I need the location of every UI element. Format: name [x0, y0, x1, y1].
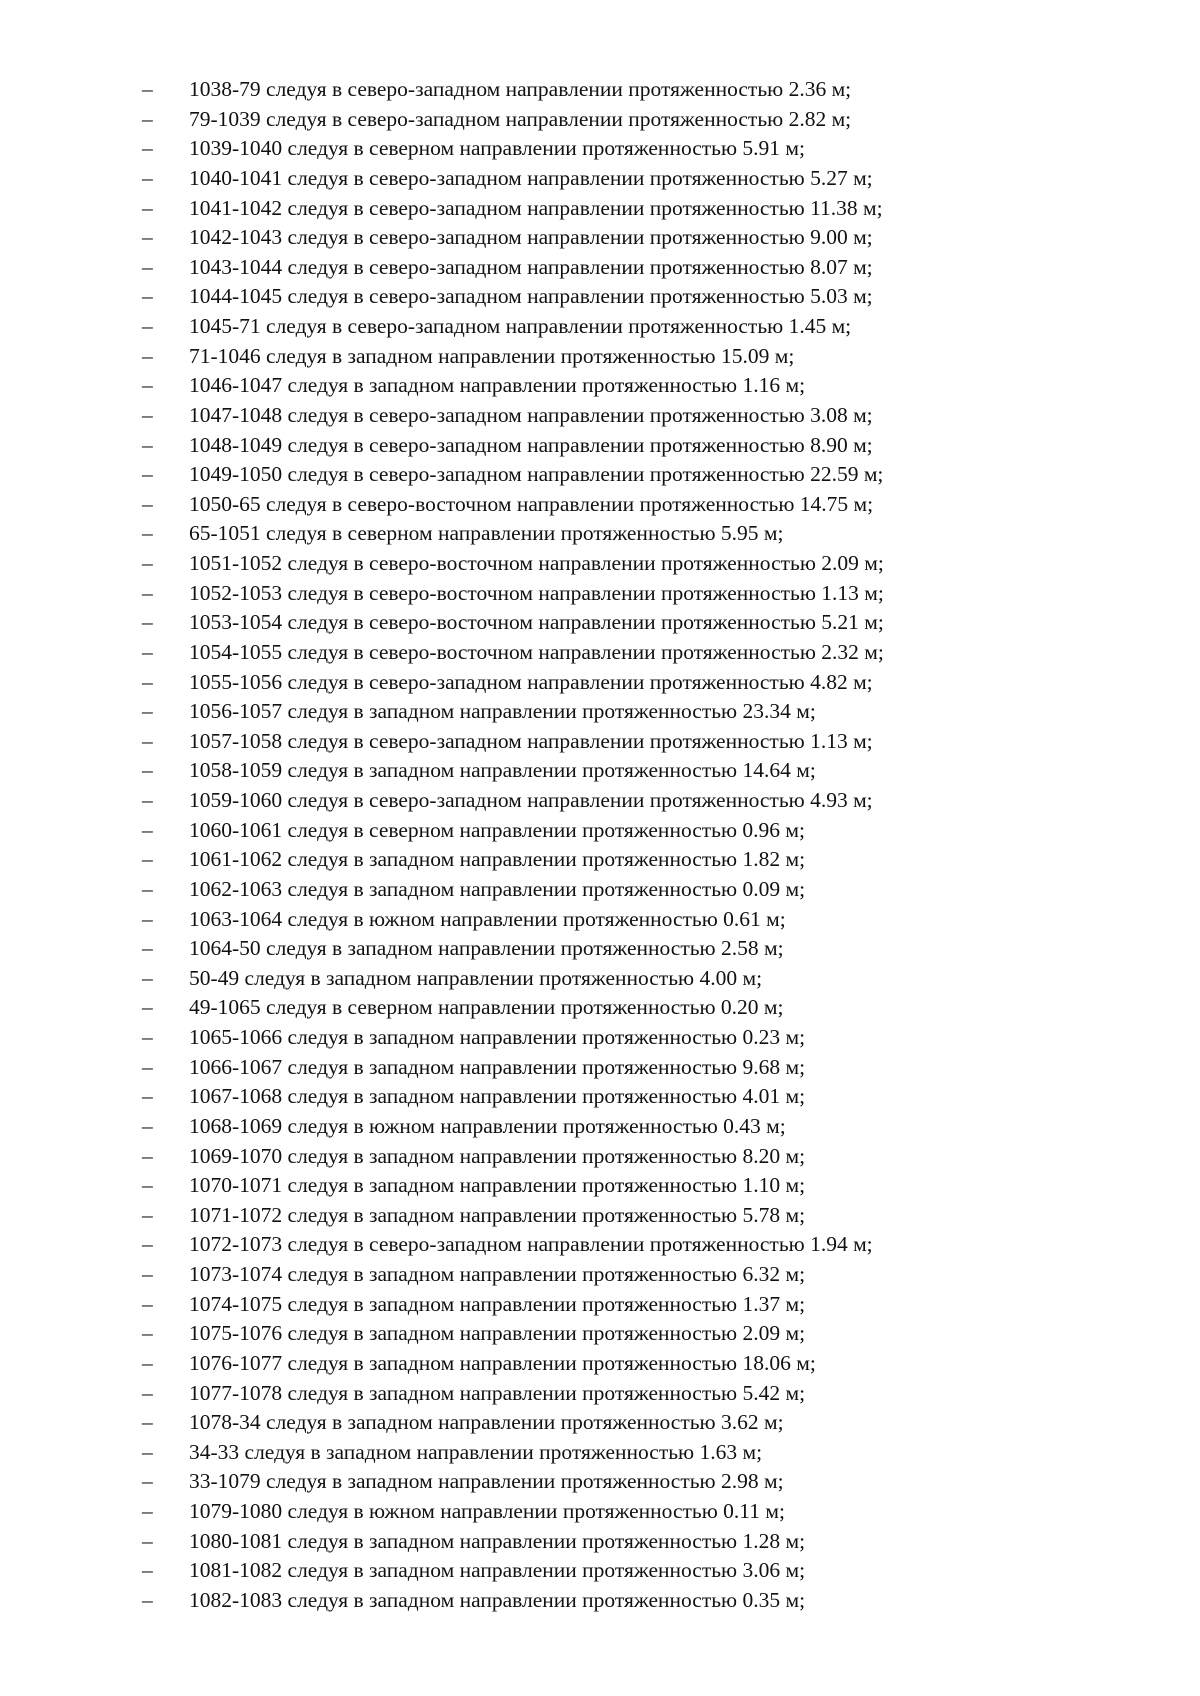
list-bullet: – — [142, 1291, 153, 1316]
segment-description: 79-1039 следуя в северо-западном направлении протяженностью 2.82 м; — [189, 106, 852, 131]
list-bullet: – — [142, 432, 153, 457]
segment-description: 1063-1064 следуя в южном направлении протяженностью 0.61 м; — [189, 906, 786, 931]
list-bullet: – — [142, 669, 153, 694]
segment-description: 34-33 следуя в западном направлении протяженностью 1.63 м; — [189, 1439, 763, 1464]
list-bullet: – — [142, 284, 153, 309]
list-item — [0, 1053, 1200, 1083]
segment-description: 1055-1056 следуя в северо-западном направлении протяженностью 4.82 м; — [189, 669, 873, 694]
list-bullet: – — [142, 1321, 153, 1346]
segment-description: 1049-1050 следуя в северо-западном направлении протяженностью 22.59 м; — [189, 462, 884, 487]
segment-description: 1065-1066 следуя в западном направлении протяженностью 0.23 м; — [189, 1025, 806, 1049]
list-bullet: – — [142, 1499, 153, 1523]
segment-description: 1052-1053 следуя в северо-восточном направлении протяженностью 1.13 м; — [189, 580, 884, 605]
list-bullet: – — [142, 1380, 153, 1405]
list-item — [0, 727, 1200, 757]
list-bullet: – — [142, 1113, 153, 1138]
list-item — [0, 756, 1200, 786]
segment-description: 1076-1077 следуя в западном направлении протяженностью 18.06 м; — [189, 1350, 816, 1375]
segment-description: 1060-1061 следуя в северном направлении протяженностью 0.96 м; — [189, 817, 805, 842]
list-item — [0, 816, 1200, 846]
list-item — [0, 608, 1200, 638]
segment-description: 1061-1062 следуя в западном направлении протяженностью 1.82 м; — [189, 847, 806, 872]
segment-description: 1067-1068 следуя в западном направлении протяженностью 4.01 м; — [189, 1084, 806, 1109]
list-item — [0, 134, 1200, 164]
segment-description: 1053-1054 следуя в северо-восточном направлении протяженностью 5.21 м; — [189, 610, 884, 635]
list-item — [0, 164, 1200, 194]
segment-description: 1059-1060 следуя в северо-западном направлении протяженностью 4.93 м; — [189, 788, 873, 812]
list-bullet: – — [142, 906, 153, 931]
list-item — [0, 845, 1200, 875]
segment-description: 1044-1045 следуя в северо-западном направлении протяженностью 5.03 м; — [189, 284, 873, 309]
list-item — [0, 194, 1200, 224]
list-bullet: – — [142, 373, 153, 398]
segment-description: 1048-1049 следуя в северо-западном направлении протяженностью 8.90 м; — [189, 432, 873, 457]
list-bullet: – — [142, 165, 153, 190]
list-item — [0, 1023, 1200, 1053]
segment-description: 1070-1071 следуя в западном направлении протяженностью 1.10 м; — [189, 1173, 806, 1198]
list-bullet: – — [142, 1232, 153, 1257]
list-item — [0, 460, 1200, 490]
list-bullet: – — [142, 402, 153, 427]
list-bullet: – — [142, 1587, 153, 1612]
list-item — [0, 342, 1200, 372]
list-bullet: – — [142, 77, 153, 101]
segment-description: 1046-1047 следуя в западном направлении протяженностью 1.16 м; — [189, 373, 806, 398]
list-bullet: – — [142, 610, 153, 635]
list-item — [0, 638, 1200, 668]
list-item — [0, 934, 1200, 964]
segment-description: 1062-1063 следуя в западном направлении протяженностью 0.09 м; — [189, 876, 806, 901]
segment-description: 1068-1069 следуя в южном направлении протяженностью 0.43 м; — [189, 1113, 786, 1138]
segment-description: 1045-71 следуя в северо-западном направлении протяженностью 1.45 м; — [189, 314, 852, 338]
list-item — [0, 993, 1200, 1023]
list-item — [0, 697, 1200, 727]
list-item — [0, 371, 1200, 401]
segment-description: 1047-1048 следуя в северо-западном направлении протяженностью 3.08 м; — [189, 402, 873, 427]
segment-description: 1043-1044 следуя в северо-западном направлении протяженностью 8.07 м; — [189, 254, 873, 279]
list-item — [0, 1379, 1200, 1409]
list-item — [0, 431, 1200, 461]
list-item — [0, 490, 1200, 520]
list-item — [0, 282, 1200, 312]
list-item — [0, 1586, 1200, 1616]
list-item — [0, 1201, 1200, 1231]
segment-description: 71-1046 следуя в западном направлении протяженностью 15.09 м; — [189, 343, 795, 368]
list-bullet: – — [142, 1025, 153, 1049]
list-item — [0, 75, 1200, 105]
segment-description: 1071-1072 следуя в западном направлении протяженностью 5.78 м; — [189, 1202, 806, 1227]
list-bullet: – — [142, 788, 153, 812]
segment-description: 1072-1073 следуя в северо-западном направлении протяженностью 1.94 м; — [189, 1232, 873, 1257]
list-bullet: – — [142, 1439, 153, 1464]
segment-description: 1054-1055 следуя в северо-восточном направлении протяженностью 2.32 м; — [189, 639, 884, 664]
boundary-segment-list — [0, 75, 1200, 1616]
list-bullet: – — [142, 1143, 153, 1168]
list-bullet: – — [142, 639, 153, 664]
list-item — [0, 1230, 1200, 1260]
list-bullet: – — [142, 1262, 153, 1286]
list-item — [0, 964, 1200, 994]
list-bullet: – — [142, 343, 153, 368]
segment-description: 1074-1075 следуя в западном направлении протяженностью 1.37 м; — [189, 1291, 806, 1316]
list-item — [0, 1497, 1200, 1527]
segment-description: 1069-1070 следуя в западном направлении протяженностью 8.20 м; — [189, 1143, 806, 1168]
list-item — [0, 905, 1200, 935]
list-bullet: – — [142, 817, 153, 842]
list-item — [0, 1082, 1200, 1112]
list-bullet: – — [142, 225, 153, 250]
list-bullet: – — [142, 136, 153, 161]
list-bullet: – — [142, 1469, 153, 1494]
list-item — [0, 579, 1200, 609]
segment-description: 1073-1074 следуя в западном направлении протяженностью 6.32 м; — [189, 1262, 806, 1286]
list-item — [0, 1142, 1200, 1172]
list-bullet: – — [142, 521, 153, 546]
list-item — [0, 1527, 1200, 1557]
list-bullet: – — [142, 1558, 153, 1583]
list-bullet: – — [142, 876, 153, 901]
segment-description: 50-49 следуя в западном направлении протяженностью 4.00 м; — [189, 965, 763, 990]
list-item — [0, 1556, 1200, 1586]
list-bullet: – — [142, 728, 153, 753]
list-bullet: – — [142, 580, 153, 605]
segment-description: 1041-1042 следуя в северо-западном направлении протяженностью 11.38 м; — [189, 195, 883, 220]
list-bullet: – — [142, 1528, 153, 1553]
list-bullet: – — [142, 195, 153, 220]
list-item — [0, 875, 1200, 905]
list-item — [0, 1467, 1200, 1497]
list-item — [0, 1319, 1200, 1349]
list-item — [0, 1112, 1200, 1142]
list-item — [0, 1290, 1200, 1320]
list-bullet: – — [142, 314, 153, 338]
segment-description: 1056-1057 следуя в западном направлении протяженностью 23.34 м; — [189, 699, 816, 724]
list-bullet: – — [142, 551, 153, 575]
segment-description: 1051-1052 следуя в северо-восточном направлении протяженностью 2.09 м; — [189, 551, 884, 575]
list-bullet: – — [142, 995, 153, 1020]
list-item — [0, 1171, 1200, 1201]
segment-description: 1080-1081 следуя в западном направлении протяженностью 1.28 м; — [189, 1528, 806, 1553]
list-bullet: – — [142, 1202, 153, 1227]
segment-description: 1057-1058 следуя в северо-западном направлении протяженностью 1.13 м; — [189, 728, 873, 753]
list-bullet: – — [142, 965, 153, 990]
segment-description: 49-1065 следуя в северном направлении протяженностью 0.20 м; — [189, 995, 784, 1020]
list-item — [0, 786, 1200, 816]
list-item — [0, 1260, 1200, 1290]
list-bullet: – — [142, 1410, 153, 1435]
list-item — [0, 1438, 1200, 1468]
segment-description: 1066-1067 следуя в западном направлении протяженностью 9.68 м; — [189, 1054, 806, 1079]
segment-description: 33-1079 следуя в западном направлении протяженностью 2.98 м; — [189, 1469, 784, 1494]
list-bullet: – — [142, 1350, 153, 1375]
segment-description: 1039-1040 следуя в северном направлении протяженностью 5.91 м; — [189, 136, 805, 161]
list-bullet: – — [142, 847, 153, 872]
segment-description: 1081-1082 следуя в западном направлении протяженностью 3.06 м; — [189, 1558, 806, 1583]
list-item — [0, 668, 1200, 698]
list-bullet: – — [142, 936, 153, 961]
segment-description: 1042-1043 следуя в северо-западном направлении протяженностью 9.00 м; — [189, 225, 873, 250]
list-item — [0, 223, 1200, 253]
list-item — [0, 1349, 1200, 1379]
segment-description: 1064-50 следуя в западном направлении протяженностью 2.58 м; — [189, 936, 784, 961]
list-item — [0, 312, 1200, 342]
list-bullet: – — [142, 1173, 153, 1198]
list-item — [0, 519, 1200, 549]
segment-description: 1079-1080 следуя в южном направлении протяженностью 0.11 м; — [189, 1499, 785, 1523]
list-item — [0, 253, 1200, 283]
segment-description: 1040-1041 следуя в северо-западном направлении протяженностью 5.27 м; — [189, 165, 873, 190]
list-bullet: – — [142, 1054, 153, 1079]
list-bullet: – — [142, 758, 153, 783]
segment-description: 1050-65 следуя в северо-восточном направлении протяженностью 14.75 м; — [189, 491, 874, 516]
segment-description: 1082-1083 следуя в западном направлении протяженностью 0.35 м; — [189, 1587, 806, 1612]
list-bullet: – — [142, 254, 153, 279]
list-item — [0, 105, 1200, 135]
list-item — [0, 401, 1200, 431]
list-bullet: – — [142, 1084, 153, 1109]
list-bullet: – — [142, 699, 153, 724]
segment-description: 1077-1078 следуя в западном направлении протяженностью 5.42 м; — [189, 1380, 806, 1405]
segment-description: 65-1051 следуя в северном направлении протяженностью 5.95 м; — [189, 521, 784, 546]
list-bullet: – — [142, 462, 153, 487]
segment-description: 1078-34 следуя в западном направлении протяженностью 3.62 м; — [189, 1410, 784, 1435]
list-item — [0, 1408, 1200, 1438]
segment-description: 1075-1076 следуя в западном направлении протяженностью 2.09 м; — [189, 1321, 806, 1346]
list-bullet: – — [142, 491, 153, 516]
segment-description: 1038-79 следуя в северо-западном направлении протяженностью 2.36 м; — [189, 77, 852, 101]
list-bullet: – — [142, 106, 153, 131]
segment-description: 1058-1059 следуя в западном направлении протяженностью 14.64 м; — [189, 758, 816, 783]
list-item — [0, 549, 1200, 579]
